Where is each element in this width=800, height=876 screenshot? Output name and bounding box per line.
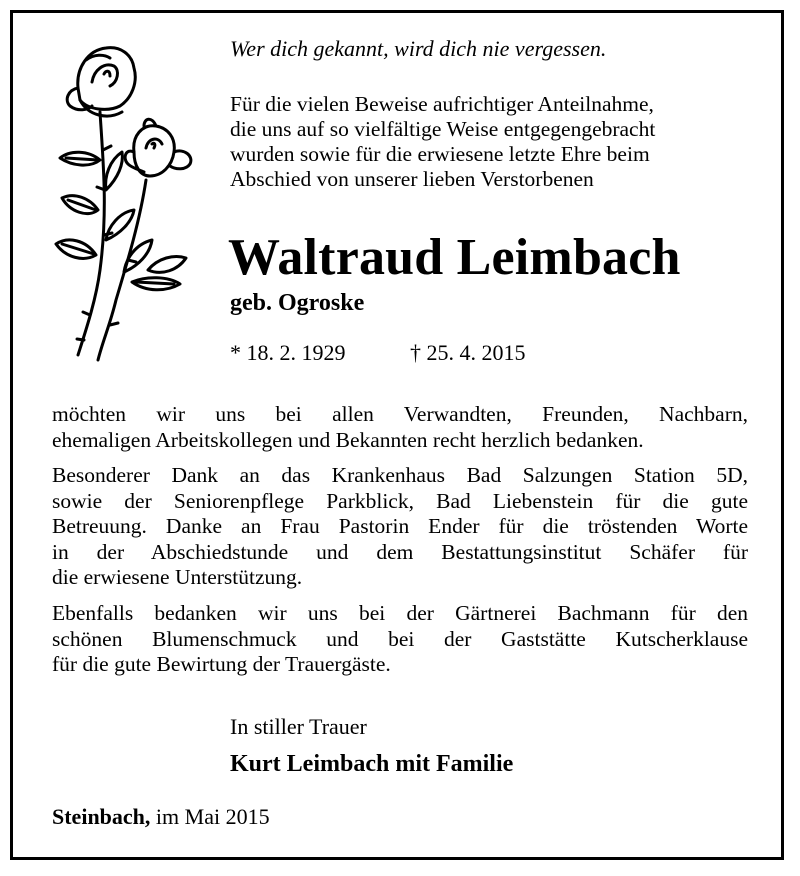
place-date — [52, 804, 270, 830]
intro-line: die uns auf so vielfältige Weise entgegengebracht — [230, 117, 656, 141]
paragraph-line: Betreuung. Danke an Frau Pastorin Ender für die tröstenden Worte — [52, 514, 748, 538]
maiden-name: geb. Ogroske — [230, 290, 365, 316]
motto: Wer dich gekannt, wird dich nie vergessen. — [230, 36, 607, 61]
intro-line: wurden sowie für die erwiesene letzte Ehre beim — [230, 142, 650, 166]
paragraph-line: Besonderer Dank an das Krankenhaus Bad Salzungen Station 5D, — [52, 463, 748, 487]
intro-line: Abschied von unserer lieben Verstorbenen — [230, 167, 594, 191]
paragraph-line: ehemaligen Arbeitskollegen und Bekannten recht herzlich bedanken. — [52, 427, 644, 452]
date-text: im Mai 2015 — [155, 804, 270, 829]
death-date: † 25. 4. 2015 — [410, 340, 526, 365]
thanks-paragraph-1 — [52, 402, 748, 453]
paragraph-line: Ebenfalls bedanken wir uns bei der Gärtnerei Bachmann für den — [52, 601, 748, 625]
birth-date: * 18. 2. 1929 — [230, 340, 346, 365]
paragraph-line: die erwiesene Unterstützung. — [52, 565, 303, 589]
deceased-name: Waltraud Leimbach — [228, 229, 681, 286]
rose-icon — [48, 40, 198, 370]
paragraph-line: schönen Blumenschmuck und bei der Gaststätte Kutscherklause — [52, 626, 748, 651]
mourning-line: In stiller Trauer — [230, 714, 367, 739]
family-signature: Kurt Leimbach mit Familie — [230, 751, 514, 777]
paragraph-line: für die gute Bewirtung der Trauergäste. — [52, 652, 391, 676]
place-name: Steinbach, — [52, 804, 151, 829]
thanks-paragraph-2 — [52, 463, 748, 591]
paragraph-line: sowie der Seniorenpflege Parkblick, Bad Liebenstein für die gute — [52, 488, 748, 513]
paragraph-line: in der Abschiedstunde und dem Bestattungsinstitut Schäfer für — [52, 539, 748, 564]
intro-text — [230, 92, 655, 192]
thanks-paragraph-3 — [52, 601, 748, 678]
intro-line: Für die vielen Beweise aufrichtiger Anteilnahme, — [230, 92, 654, 116]
paragraph-line: möchten wir uns bei allen Verwandten, Freunden, Nachbarn, — [52, 402, 748, 426]
